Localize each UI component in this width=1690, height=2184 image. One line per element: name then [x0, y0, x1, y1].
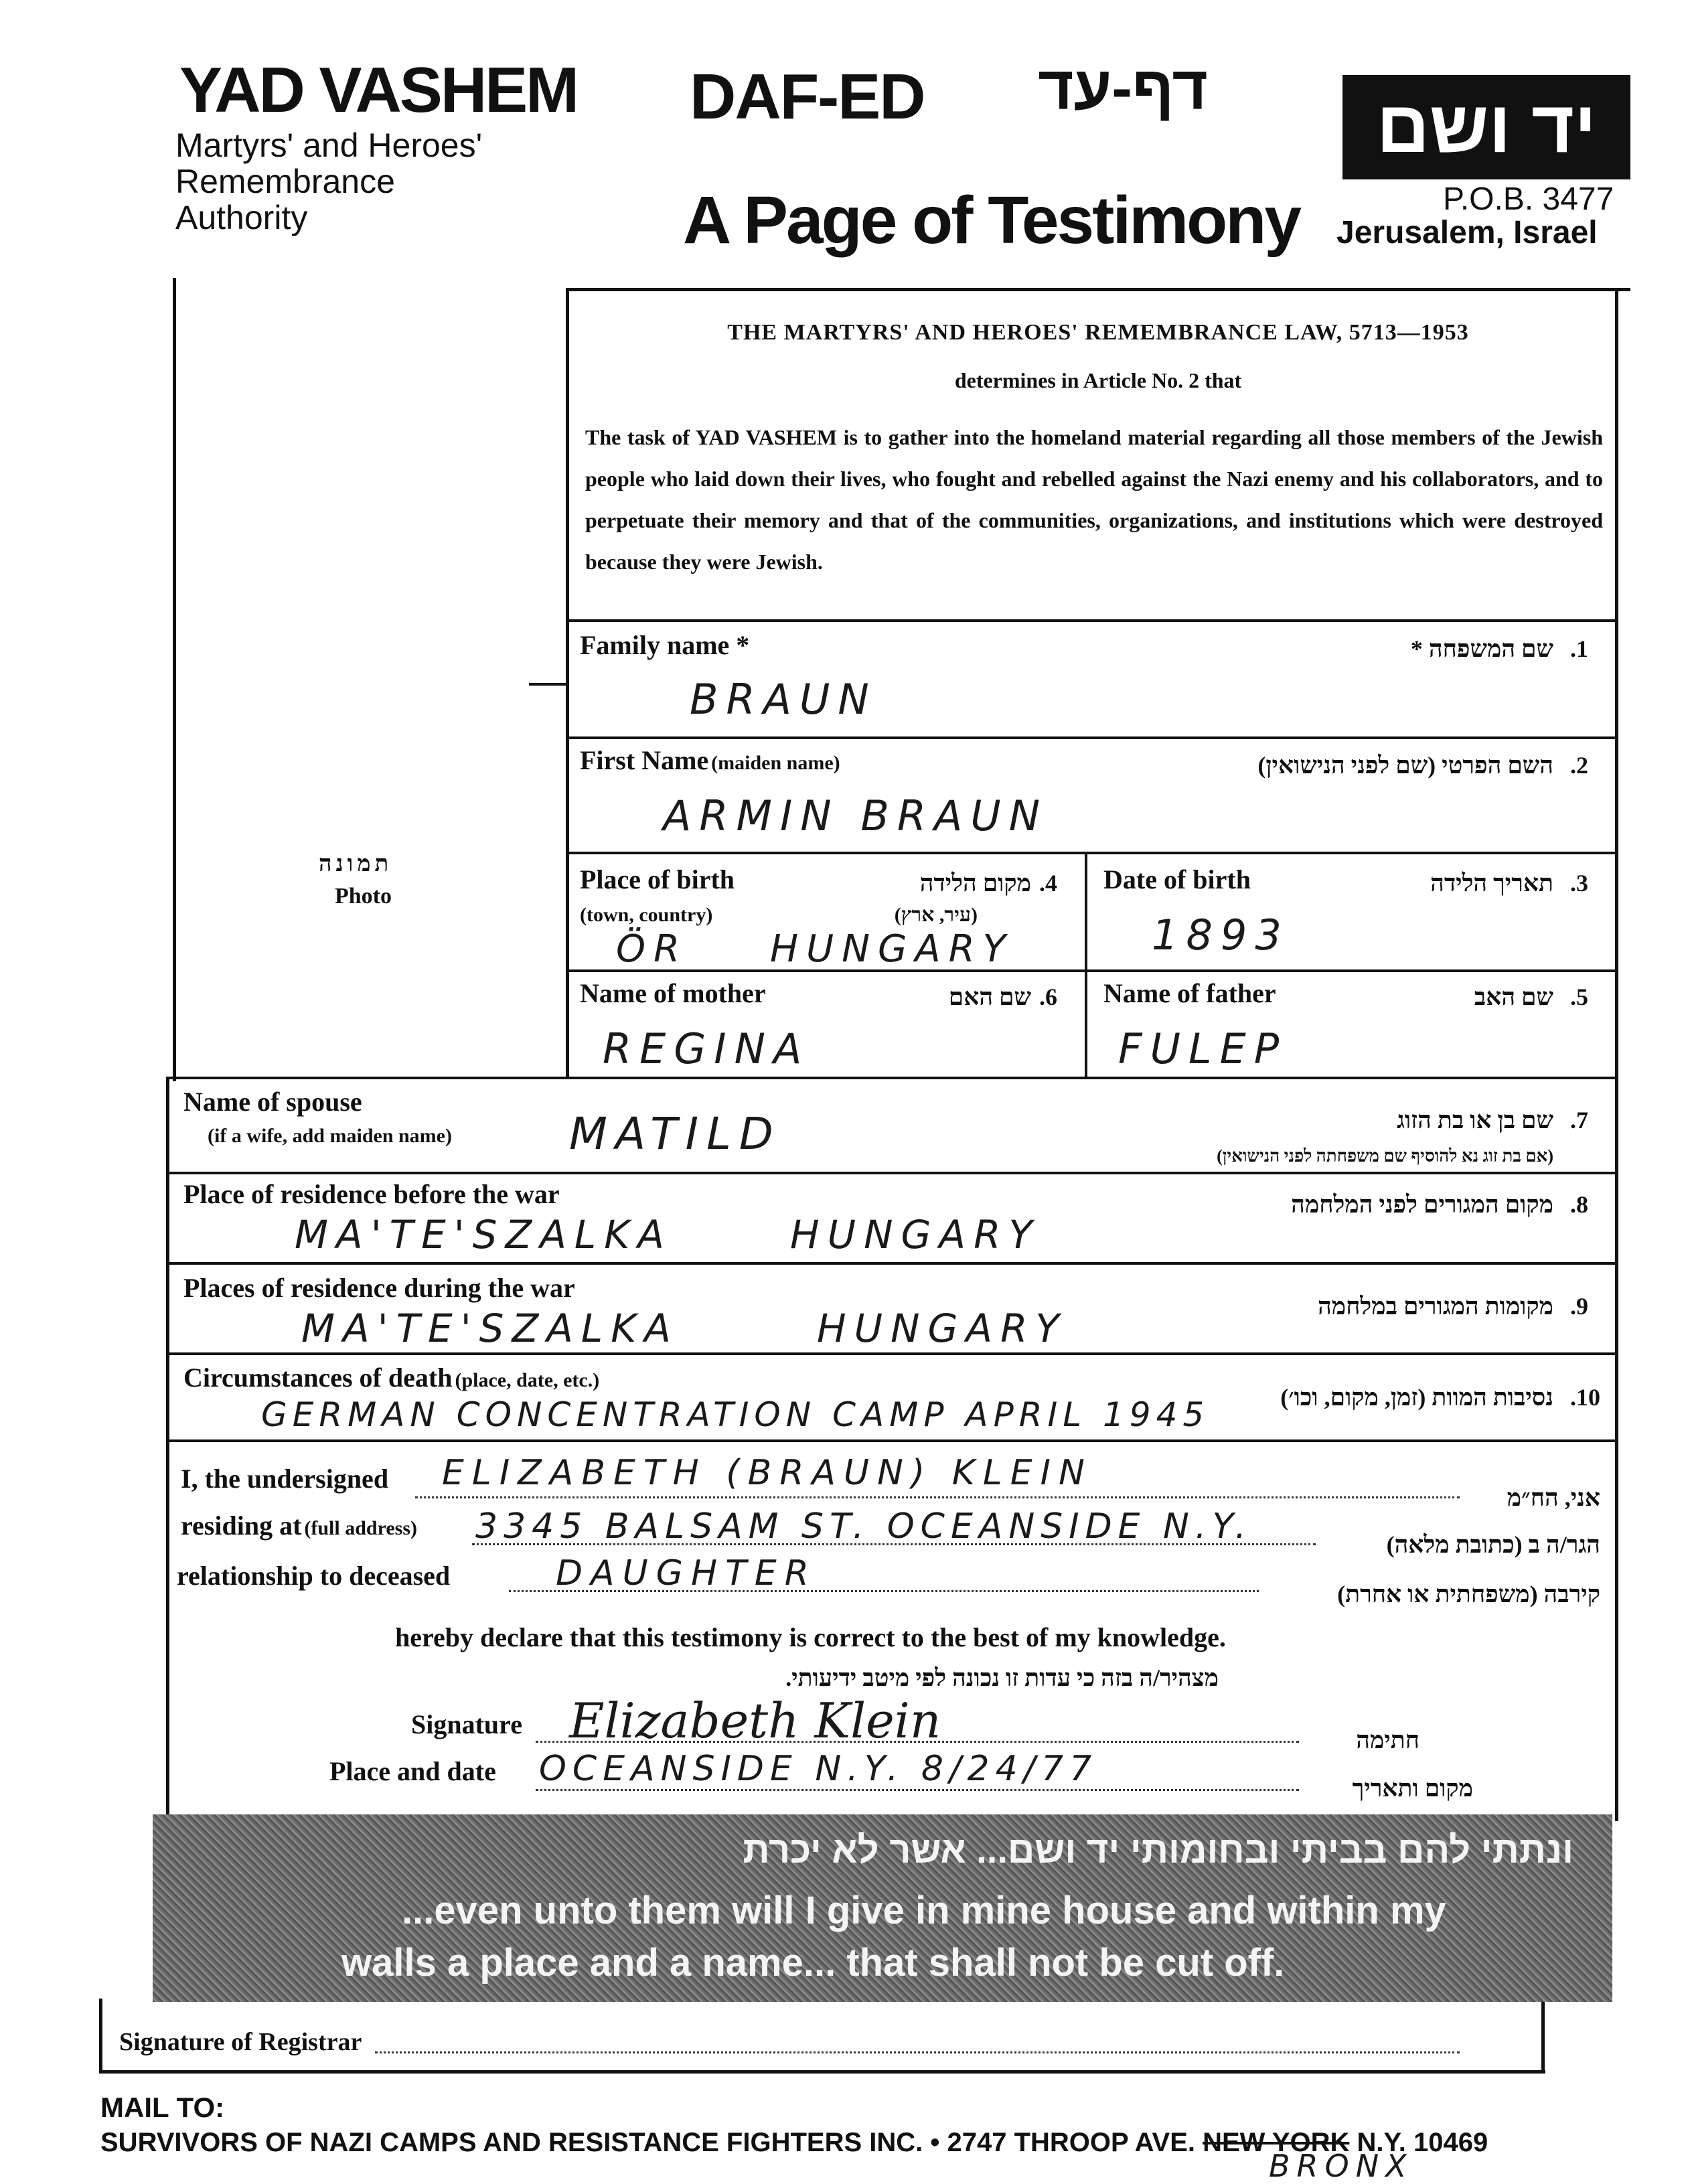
rule-after-parents — [167, 1077, 1617, 1079]
birthplace-country-value[interactable]: HUNGARY — [770, 927, 1014, 971]
relation-dots — [509, 1590, 1259, 1592]
mother-value[interactable]: REGINA — [603, 1024, 810, 1073]
birthplace-label: Place of birth — [580, 864, 735, 894]
birthplace-hebrew: מקום הלידה — [919, 870, 1031, 896]
father-label: Name of father — [1103, 978, 1276, 1008]
residence-before-country-value[interactable]: HUNGARY — [790, 1212, 1041, 1257]
declaration-hebrew: מצהיר/ה בזה כי עדות זו נכונה לפי מיטב ידיעותי. — [785, 1664, 1219, 1691]
place-date-dots — [536, 1789, 1299, 1791]
rule-mid-birth — [1085, 852, 1087, 1079]
mother-label: Name of mother — [580, 978, 766, 1008]
family-name-hebrew: שם המשפחה * — [1410, 635, 1553, 662]
rule-after-first — [566, 852, 1617, 854]
frame-left-lower — [166, 1077, 169, 1826]
mail-address-struck-city: NEW YORK — [1203, 2128, 1350, 2157]
first-name-hebrew: השם הפרטי (שם לפני הנישואין) — [1257, 752, 1553, 779]
residence-during-country-value[interactable]: HUNGARY — [817, 1306, 1067, 1351]
residence-before-number: .8 — [1570, 1191, 1588, 1218]
declaration-text: hereby declare that this testimony is correct to the best of my knowledge. — [395, 1622, 1226, 1652]
spouse-hebrew: שם בן או בת הזוג — [1397, 1107, 1553, 1134]
spouse-value[interactable]: MATILD — [569, 1108, 781, 1160]
father-value[interactable]: FULEP — [1118, 1024, 1288, 1073]
page-title: A Page of Testimony — [683, 183, 1300, 258]
birthplace-hebrew-sub: (עיר, ארץ) — [894, 904, 978, 926]
po-box: P.O.B. 3477 — [1443, 181, 1614, 217]
birthplace-town-value[interactable]: ÖR — [616, 927, 688, 971]
org-subtitle — [175, 127, 577, 236]
undersigned-hebrew: אני, הח״מ — [1507, 1484, 1600, 1511]
death-value[interactable]: GERMAN CONCENTRATION CAMP APRIL 1945 — [261, 1395, 1210, 1434]
address-label-sub: (full address) — [304, 1517, 418, 1539]
undersigned-value[interactable]: ELIZABETH (BRAUN) KLEIN — [442, 1453, 1093, 1493]
mail-address-main: SURVIVORS OF NAZI CAMPS AND RESISTANCE FIGHTERS INC. • 2747 THROOP AVE. — [100, 2128, 1195, 2157]
rule-after-res-during — [167, 1352, 1617, 1355]
birthplace-label-sub: (town, country) — [580, 904, 713, 926]
registrar-box-bottom — [99, 2070, 1545, 2074]
rule-after-family — [566, 736, 1617, 739]
org-name: YAD VASHEM — [179, 54, 578, 126]
residence-during-number: .9 — [1570, 1293, 1588, 1320]
rule-after-law — [566, 619, 1617, 622]
mail-to-label: MAIL TO: — [100, 2092, 225, 2123]
family-name-value[interactable]: BRAUN — [690, 675, 877, 724]
family-name-number: .1 — [1570, 635, 1588, 662]
photo-label-hebrew: תמונה — [319, 852, 393, 876]
org-subtitle-line-2: Remembrance — [175, 163, 395, 200]
rule-after-res-before — [167, 1262, 1617, 1265]
law-heading: THE MARTYRS' AND HEROES' REMEMBRANCE LAW, 5713—1953 — [727, 320, 1469, 345]
frame-right — [1615, 288, 1618, 1821]
residence-during-label: Places of residence during the war — [183, 1273, 575, 1303]
mother-hebrew: שם האם — [948, 984, 1031, 1010]
residence-before-hebrew: מקום המגורים לפני המלחמה — [1291, 1191, 1553, 1218]
registrar-box-right — [1541, 2002, 1545, 2072]
first-name-label: First Name — [580, 745, 709, 775]
scripture-hebrew: ונתתי להם בביתי ובחומותי יד ושם... אשר לא יכרת — [743, 1828, 1573, 1871]
registrar-box-left — [99, 1999, 102, 2072]
city-address: Jerusalem, Israel — [1336, 215, 1598, 250]
address-value[interactable]: 3345 BALSAM ST. OCEANSIDE N.Y. — [475, 1506, 1253, 1547]
first-name-value[interactable]: ARMIN BRAUN — [663, 791, 1049, 840]
hebrew-title: דף-עד — [1038, 54, 1208, 123]
photo-tick — [529, 683, 566, 686]
place-date-label: Place and date — [329, 1756, 496, 1786]
place-date-value[interactable]: OCEANSIDE N.Y. 8/24/77 — [539, 1749, 1098, 1789]
birthdate-hebrew: תאריך הלידה — [1430, 870, 1553, 896]
first-name-label-group — [580, 745, 840, 776]
scripture-english-line-1: ...even unto them will I give in mine house and within my — [402, 1889, 1446, 1932]
family-name-label: Family name * — [580, 630, 750, 660]
spouse-number: .7 — [1570, 1107, 1588, 1134]
address-label: residing at — [181, 1510, 302, 1541]
death-hebrew: נסיבות המוות (זמן, מקום, וכו׳) — [1280, 1384, 1553, 1411]
mother-number: .6 — [1039, 984, 1057, 1010]
registrar-label: Signature of Registrar — [119, 2028, 362, 2056]
scripture-english-line-2: walls a place and a name... that shall not be cut off. — [341, 1941, 1285, 1984]
spouse-label: Name of spouse — [183, 1087, 362, 1117]
address-hebrew: הגר/ה ב (כתובת מלאה) — [1386, 1531, 1600, 1558]
death-label-sub: (place, date, etc.) — [455, 1369, 600, 1391]
address-dots — [472, 1543, 1316, 1545]
spouse-hebrew-sub: (אם בת זוג נא להוסיף שם משפחתה לפני הנישואין) — [1217, 1146, 1553, 1166]
residence-during-hebrew: מקומות המגורים במלחמה — [1318, 1293, 1553, 1320]
death-label-group — [183, 1362, 599, 1393]
father-number: .5 — [1570, 984, 1588, 1010]
relation-value[interactable]: DAUGHTER — [556, 1553, 817, 1593]
relation-hebrew: קירבה (משפחתית או אחרת) — [1337, 1581, 1600, 1608]
signature-label: Signature — [411, 1709, 522, 1739]
birthplace-number: .4 — [1039, 870, 1057, 896]
place-date-hebrew: מקום ותאריך — [1352, 1775, 1473, 1802]
undersigned-dots — [415, 1496, 1460, 1498]
birthdate-label: Date of birth — [1103, 864, 1251, 894]
address-label-group — [181, 1510, 417, 1541]
org-subtitle-line-3: Authority — [175, 199, 308, 236]
frame-divider-photo — [566, 288, 569, 1078]
undersigned-label: I, the undersigned — [181, 1464, 389, 1494]
birthdate-value[interactable]: 1893 — [1152, 911, 1290, 959]
handwritten-borough: BRONX — [1269, 2148, 1413, 2184]
residence-during-city-value[interactable]: MA'TE'SZALKA — [301, 1306, 679, 1351]
death-number: .10 — [1570, 1384, 1600, 1411]
father-hebrew: שם האב — [1474, 984, 1553, 1010]
residence-before-label: Place of residence before the war — [183, 1179, 560, 1209]
photo-label: Photo — [335, 884, 392, 909]
law-subheading: determines in Article No. 2 that — [954, 368, 1242, 392]
rule-after-spouse — [167, 1172, 1617, 1174]
law-body: The task of YAD VASHEM is to gather into the homeland material regarding all those members of the Jewish people who laid down their lives, who fought and rebelled against the Nazi enemy and his collaborators, and to perpetuate their memory and that of the communities, organizations, and institutions which were destroyed because they were Jewish. — [585, 425, 1603, 574]
rule-after-birth — [566, 969, 1617, 972]
signature-dots — [536, 1741, 1299, 1743]
relation-label: relationship to deceased — [177, 1561, 451, 1591]
rule-after-death — [167, 1439, 1617, 1442]
spouse-label-sub: (if a wife, add maiden name) — [208, 1125, 452, 1147]
frame-top — [566, 288, 1630, 291]
first-name-label-sub: (maiden name) — [711, 752, 840, 774]
first-name-number: .2 — [1570, 752, 1588, 779]
death-label: Circumstances of death — [183, 1362, 453, 1393]
signature-hebrew: חתימה — [1356, 1727, 1419, 1753]
mail-address-end: N.Y. 10469 — [1357, 2128, 1488, 2157]
signature-value[interactable]: Elizabeth Klein — [569, 1693, 941, 1749]
registrar-dots[interactable] — [375, 2051, 1460, 2053]
org-subtitle-line-1: Martyrs' and Heroes' — [175, 127, 483, 164]
frame-left-photo — [173, 278, 176, 1081]
residence-before-city-value[interactable]: MA'TE'SZALKA — [295, 1212, 672, 1257]
yad-vashem-logo: יד ושם — [1342, 75, 1630, 179]
birthdate-number: .3 — [1570, 870, 1588, 896]
daf-ed-title: DAF-ED — [690, 61, 925, 133]
